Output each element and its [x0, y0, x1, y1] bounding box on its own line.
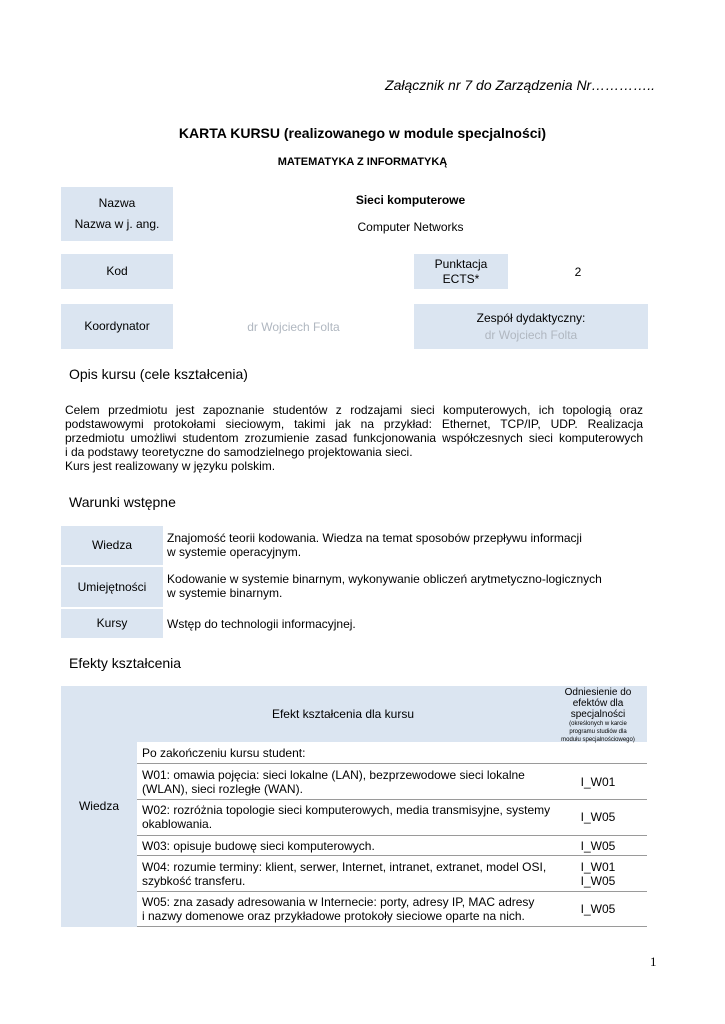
prereq-courses-text — [167, 617, 356, 631]
prereq-label-cell — [61, 526, 163, 565]
outcome-text: (WLAN), sieci rozległe (WAN). — [142, 782, 303, 796]
description-line: przedmiotu umożliwi studentom zrozumienie zasad funkcjonowania współczesnych sieci komputerowych — [65, 431, 643, 445]
course-name-en: Computer Networks — [357, 220, 464, 234]
ects-value: 2 — [574, 265, 582, 279]
description-line: podstawowymi protokołami sieciowym, takimi jak na przykład: Ethernet, TCP/IP, UDP. Realizacja — [65, 417, 643, 431]
outcome-text: i nazwy domenowe oraz przykładowe protokoły sieciowe oparte na nich. — [142, 909, 525, 923]
prereq-label-skills: Umiejętności — [77, 579, 147, 594]
description-line: Celem przedmiotu jest zapoznanie studentów z rodzajami sieci komputerowych, ich topologią oraz — [65, 403, 643, 417]
outcome-text: W01: omawia pojęcia: sieci lokalne (LAN), bezprzewodowe sieci lokalne — [142, 768, 525, 782]
ects-label-1: Punktacja — [434, 257, 488, 272]
page-number: 1 — [650, 954, 657, 969]
prereq-line: w systemie operacyjnym. — [167, 545, 302, 559]
ref-header-small: programu studiów dla — [569, 729, 627, 735]
code-label-cell — [61, 254, 173, 289]
name-en-label: Nazwa w j. ang. — [74, 217, 160, 232]
outcome-code — [549, 860, 647, 888]
outcome-code: I_W01 — [580, 775, 616, 789]
row-divider — [137, 763, 647, 764]
code-label: Kod — [106, 264, 128, 279]
ref-header-small: (określonych w karcie — [569, 721, 627, 727]
coordinator-value: dr Wojciech Folta — [247, 320, 340, 334]
outcome-row — [142, 803, 550, 831]
row-divider — [137, 799, 647, 800]
prereq-label-cell — [61, 567, 163, 607]
prereq-skills-text — [167, 572, 602, 600]
outcome-code-line: I_W05 — [580, 874, 616, 888]
outcomes-ref-header — [549, 687, 647, 744]
prereq-line: Znajomość teorii kodowania. Wiedza na temat sposobów przepływu informacji — [167, 531, 582, 545]
row-divider — [137, 891, 647, 892]
outcomes-col-header: Efekt kształcenia dla kursu — [271, 707, 415, 721]
outcome-text: W02: rozróżnia topologie sieci komputerowych, media transmisyjne, systemy — [142, 803, 551, 817]
outcome-code-line: I_W01 — [580, 860, 616, 874]
description-text — [65, 403, 643, 473]
prereq-knowledge-text — [167, 531, 582, 559]
annex-note: Załącznik nr 7 do Zarządzenia Nr………….. — [385, 77, 655, 93]
outcomes-group-label: Wiedza — [78, 799, 119, 814]
ects-label-cell — [414, 254, 508, 289]
description-line: Kurs jest realizowany w języku polskim. — [65, 459, 276, 473]
outcome-text: szybkość transferu. — [142, 874, 246, 888]
row-divider — [137, 926, 647, 927]
row-divider — [137, 855, 647, 856]
ref-header-line: efektów dla — [572, 698, 624, 709]
name-label-cell — [61, 187, 173, 241]
outcome-code: I_W05 — [580, 902, 616, 916]
course-name: Sieci komputerowe — [355, 193, 466, 207]
name-label: Nazwa — [98, 196, 136, 211]
prereq-label-courses: Kursy — [96, 616, 128, 631]
prereq-line: Kodowanie w systemie binarnym, wykonywanie obliczeń arytmetyczno-logicznych — [167, 572, 602, 586]
outcome-row — [142, 860, 546, 888]
team-label: Zespół dydaktyczny: — [476, 311, 586, 326]
outcome-row — [142, 895, 534, 923]
outcomes-intro: Po zakończeniu kursu student: — [142, 746, 306, 760]
outcome-text: okablowania. — [142, 817, 213, 831]
outcome-code: I_W05 — [580, 839, 616, 853]
team-cell — [414, 304, 648, 349]
prereq-label-knowledge: Wiedza — [91, 538, 132, 553]
coordinator-label: Koordynator — [84, 319, 150, 334]
team-value: dr Wojciech Folta — [484, 327, 578, 342]
outcome-code: I_W05 — [580, 810, 616, 824]
prereq-line: w systemie binarnym. — [167, 586, 283, 600]
outcome-row — [142, 839, 375, 853]
prereq-line: Wstęp do technologii informacyjnej. — [167, 617, 356, 631]
prereq-label-cell — [61, 609, 163, 638]
outcomes-group-label-cell — [61, 686, 137, 927]
coordinator-label-cell — [61, 304, 173, 349]
outcome-text: W05: zna zasady adresowania w Internecie: porty, adresy IP, MAC adresy — [142, 895, 535, 909]
outcome-text: W03: opisuje budowę sieci komputerowych. — [142, 839, 375, 853]
row-divider — [137, 835, 647, 836]
outcomes-heading: Efekty kształcenia — [69, 655, 182, 671]
description-heading: Opis kursu (cele kształcenia) — [69, 366, 248, 382]
prerequisites-heading: Warunki wstępne — [69, 494, 176, 510]
ref-header-line: specjalności — [570, 709, 626, 720]
page-subtitle: MATEMATYKA Z INFORMATYKĄ — [277, 156, 448, 168]
outcome-text: W04: rozumie terminy: klient, serwer, Internet, intranet, extranet, model OSI, — [142, 860, 547, 874]
page-title: KARTA KURSU (realizowanego w module specjalności) — [178, 125, 547, 141]
description-line: i da podstawy teoretyczne do samodzielnego projektowania sieci. — [65, 445, 413, 459]
outcome-row — [142, 768, 525, 796]
ref-header-line: Odniesienie do — [564, 687, 632, 698]
ects-label-2: ECTS* — [442, 271, 480, 286]
ref-header-small: modułu specjalnościowego) — [561, 737, 635, 743]
